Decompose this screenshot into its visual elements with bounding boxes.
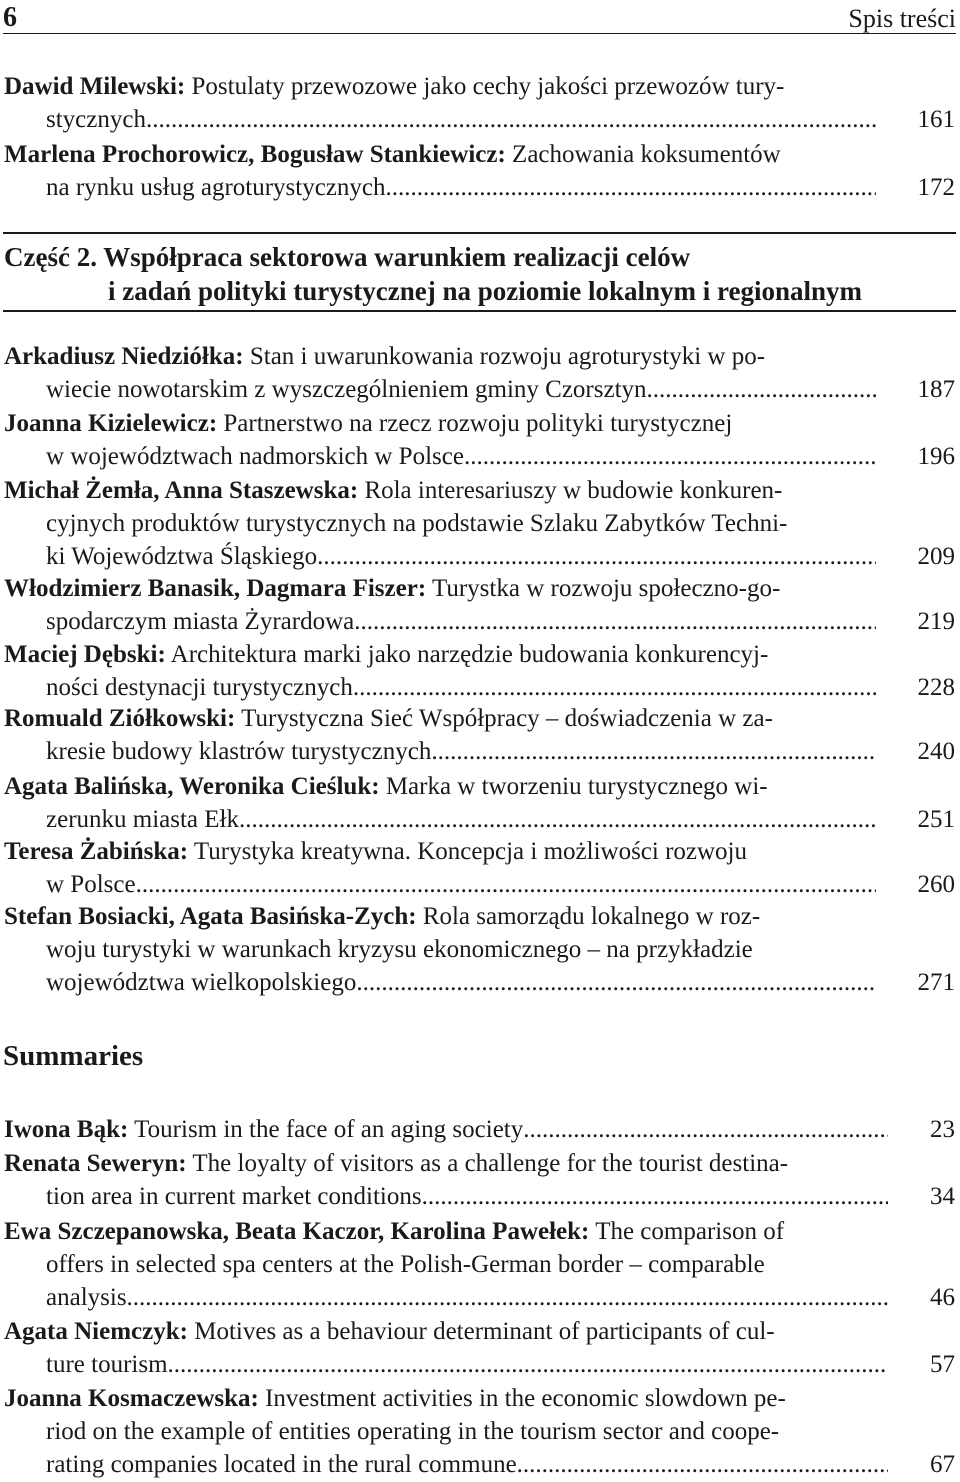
entry-title-cont: woju turystyki w warunkach kryzysu ekonomicznego – na przykładzie: [46, 936, 753, 963]
toc-entry: [4, 1315, 955, 1381]
dot-leader: [386, 171, 876, 204]
entry-text: [4, 702, 773, 735]
entry-author: Romuald Ziółkowski:: [4, 705, 236, 732]
toc-entry: [4, 1147, 955, 1213]
entry-author: Michał Żemła, Anna Staszewska:: [4, 477, 359, 504]
entry-title-end: ności destynacji turystycznych: [46, 674, 353, 701]
entry-text: [4, 638, 768, 671]
toc-line: [4, 1215, 879, 1248]
entry-title: Investment activities in the economic slowdown pe-: [258, 1385, 786, 1412]
dot-leader: [239, 803, 876, 836]
entry-title: Stan i uwarunkowania rozwoju agroturystyki w po-: [243, 343, 766, 370]
entry-title: Architektura marki jako narzędzie budowania konkurencyj-: [165, 641, 769, 668]
dot-leader: [354, 605, 875, 638]
entry-title-end: tion area in current market conditions: [46, 1183, 422, 1210]
toc-line: [4, 1147, 879, 1180]
section-rule-bottom: [3, 310, 956, 312]
entry-page: 187: [917, 376, 955, 403]
entry-author: Iwona Bąk:: [4, 1116, 129, 1143]
entry-author: Teresa Żabińska:: [4, 838, 189, 865]
toc-entry: [4, 70, 955, 136]
toc-entry: [4, 770, 955, 836]
entry-page: 57: [930, 1351, 955, 1378]
toc-line: [4, 103, 955, 136]
entry-text: [4, 900, 760, 933]
entry-title: Rola samorządu lokalnego w roz-: [416, 903, 761, 930]
toc-entry: [4, 638, 955, 704]
dot-leader: [127, 1281, 888, 1314]
dot-leader: [647, 373, 876, 406]
part2-heading: [4, 240, 862, 308]
entry-page: 251: [917, 806, 955, 833]
toc-entry: [4, 1113, 955, 1146]
dot-leader: [168, 1348, 888, 1381]
entry-author: Maciej Dębski:: [4, 641, 166, 668]
toc-line: [4, 671, 955, 704]
entry-page: 209: [917, 543, 955, 570]
entry-title-cont: offers in selected spa centers at the Polish-German border – comparable: [46, 1251, 765, 1278]
entry-title-end: analysis: [46, 1284, 127, 1311]
entry-title-end: ki Województwa Śląskiego: [46, 543, 318, 570]
entry-author: Joanna Kizielewicz:: [4, 410, 218, 437]
entry-title: Marka w tworzeniu turystycznego wi-: [379, 773, 768, 800]
entry-title: The comparison of: [589, 1218, 785, 1245]
entry-text: [4, 407, 732, 440]
page-number: 6: [3, 2, 17, 33]
entry-title-cont: riod on the example of entities operating in the tourism sector and coope-: [46, 1418, 780, 1445]
entry-text: [4, 1382, 786, 1415]
toc-line: [4, 1248, 879, 1281]
toc-line: [4, 407, 879, 440]
entry-text: [4, 1147, 788, 1180]
toc-line: [4, 1113, 955, 1146]
toc-entry: [4, 138, 955, 204]
toc-line: [4, 900, 879, 933]
toc-line: [4, 1348, 955, 1381]
toc-line: [4, 770, 879, 803]
toc-line: [4, 138, 879, 171]
entry-title: Turystka w rozwoju społeczno-go-: [426, 575, 781, 602]
toc-line: [4, 572, 879, 605]
entry-author: Renata Seweryn:: [4, 1150, 187, 1177]
entry-title: Rola interesariuszy w budowie konkuren-: [358, 477, 783, 504]
entry-text: [4, 572, 780, 605]
entry-author: Ewa Szczepanowska, Beata Kaczor, Karolina Pawełek:: [4, 1218, 590, 1245]
header-rule: [3, 33, 956, 34]
toc-entry: [4, 835, 955, 901]
toc-line: [4, 1382, 879, 1415]
entry-page: 260: [917, 871, 955, 898]
toc-entry: [4, 900, 955, 999]
entry-page: 219: [917, 608, 955, 635]
entry-title: The loyalty of visitors as a challenge for the tourist destina-: [186, 1150, 789, 1177]
toc-line: [4, 735, 955, 768]
toc-line: [4, 171, 955, 204]
dot-leader: [146, 103, 876, 136]
toc-line: [4, 803, 955, 836]
entry-title-end: województwa wielkopolskiego: [46, 969, 357, 996]
toc-entry: [4, 474, 955, 573]
entry-page: 240: [917, 738, 955, 765]
toc-entry: [4, 340, 955, 406]
toc-entry: [4, 572, 955, 638]
entry-title: Turystyczna Sieć Współpracy – doświadczenia w za-: [235, 705, 773, 732]
summaries-heading: Summaries: [3, 1040, 144, 1072]
entry-title: Motives as a behaviour determinant of participants of cul-: [187, 1318, 775, 1345]
entry-author: Agata Niemczyk:: [4, 1318, 188, 1345]
dot-leader: [517, 1448, 888, 1481]
entry-title-end: na rynku usług agroturystycznych: [46, 174, 386, 201]
entry-title: Postulaty przewozowe jako cechy jakości przewozów tury-: [185, 73, 785, 100]
toc-line: [4, 605, 955, 638]
toc-line: [4, 1415, 879, 1448]
entry-text: [4, 474, 782, 507]
toc-line: [4, 373, 955, 406]
entry-page: 161: [917, 106, 955, 133]
toc-line: [4, 340, 879, 373]
page-header: [3, 0, 956, 34]
entry-page: 46: [930, 1284, 955, 1311]
dot-leader: [464, 440, 876, 473]
toc-line: [4, 70, 879, 103]
entry-title: Partnerstwo na rzecz rozwoju polityki turystycznej: [217, 410, 733, 437]
section-rule-top: [3, 232, 956, 234]
part2-heading-line2: i zadań polityki turystycznej na poziomie lokalnym i regionalnym: [108, 276, 863, 306]
entry-page: 271: [917, 969, 955, 996]
toc-line: [4, 1315, 879, 1348]
running-title: Spis treści: [848, 4, 956, 33]
toc-line: [4, 702, 879, 735]
entry-text: [4, 138, 781, 171]
entry-author: Arkadiusz Niedziółka:: [4, 343, 244, 370]
entry-page: 172: [917, 174, 955, 201]
entry-author: Dawid Milewski:: [4, 73, 186, 100]
toc-line: [4, 933, 879, 966]
entry-title-end: rating companies located in the rural commune: [46, 1451, 517, 1478]
part2-heading-line1: Część 2. Współpraca sektorowa warunkiem realizacji celów: [4, 242, 691, 272]
toc-entry: [4, 407, 955, 473]
entry-page: 228: [917, 674, 955, 701]
toc-entry: [4, 1382, 955, 1481]
entry-text: [4, 1315, 775, 1348]
toc-line: [4, 1180, 955, 1213]
toc-line: [4, 638, 879, 671]
entry-author: Agata Balińska, Weronika Cieśluk:: [4, 773, 380, 800]
toc-entry: [4, 1215, 955, 1314]
entry-text: [4, 340, 765, 373]
entry-title-end: stycznych: [46, 106, 146, 133]
entry-title-end: ture tourism: [46, 1351, 168, 1378]
entry-title: Zachowania koksumentów: [505, 141, 781, 168]
dot-leader: [136, 868, 876, 901]
toc-line: [4, 440, 955, 473]
entry-title-end: w Polsce: [46, 871, 136, 898]
toc-line: [4, 868, 955, 901]
entry-title-end: zerunku miasta Ełk: [46, 806, 239, 833]
entry-text: [4, 70, 784, 103]
entry-title: Turystyka kreatywna. Koncepcja i możliwości rozwoju: [188, 838, 748, 865]
dot-leader: [353, 671, 876, 704]
entry-author: Marlena Prochorowicz, Bogusław Stankiewicz:: [4, 141, 506, 168]
entry-page: 34: [930, 1183, 955, 1210]
entry-title: Tourism in the face of an aging society: [128, 1116, 524, 1143]
entry-text: [4, 770, 768, 803]
toc-line: [4, 474, 879, 507]
toc-line: [4, 1281, 955, 1314]
dot-leader: [317, 540, 875, 573]
entry-page: 196: [917, 443, 955, 470]
entry-title-end: wiecie nowotarskim z wyszczególnieniem gminy Czorsztyn: [46, 376, 647, 403]
dot-leader: [422, 1180, 888, 1213]
entry-text: [4, 1215, 784, 1248]
toc-line: [4, 966, 955, 999]
entry-text: [4, 835, 747, 868]
entry-title-end: kresie budowy klastrów turystycznych: [46, 738, 432, 765]
entry-title-end: spodarczym miasta Żyrardowa: [46, 608, 355, 635]
entry-page: 23: [930, 1116, 955, 1143]
dot-leader: [523, 1113, 888, 1146]
entry-author: Joanna Kosmaczewska:: [4, 1385, 259, 1412]
dot-leader: [356, 966, 875, 999]
toc-entry: [4, 702, 955, 768]
entry-text: [4, 1113, 523, 1146]
toc-line: [4, 507, 879, 540]
entry-author: Włodzimierz Banasik, Dagmara Fiszer:: [4, 575, 427, 602]
entry-page: 67: [930, 1451, 955, 1478]
entry-title-end: w województwach nadmorskich w Polsce: [46, 443, 464, 470]
toc-line: [4, 540, 955, 573]
toc-line: [4, 1448, 955, 1481]
toc-line: [4, 835, 879, 868]
dot-leader: [431, 735, 875, 768]
entry-author: Stefan Bosiacki, Agata Basińska-Zych:: [4, 903, 417, 930]
entry-title-cont: cyjnych produktów turystycznych na podstawie Szlaku Zabytków Techni-: [46, 510, 788, 537]
